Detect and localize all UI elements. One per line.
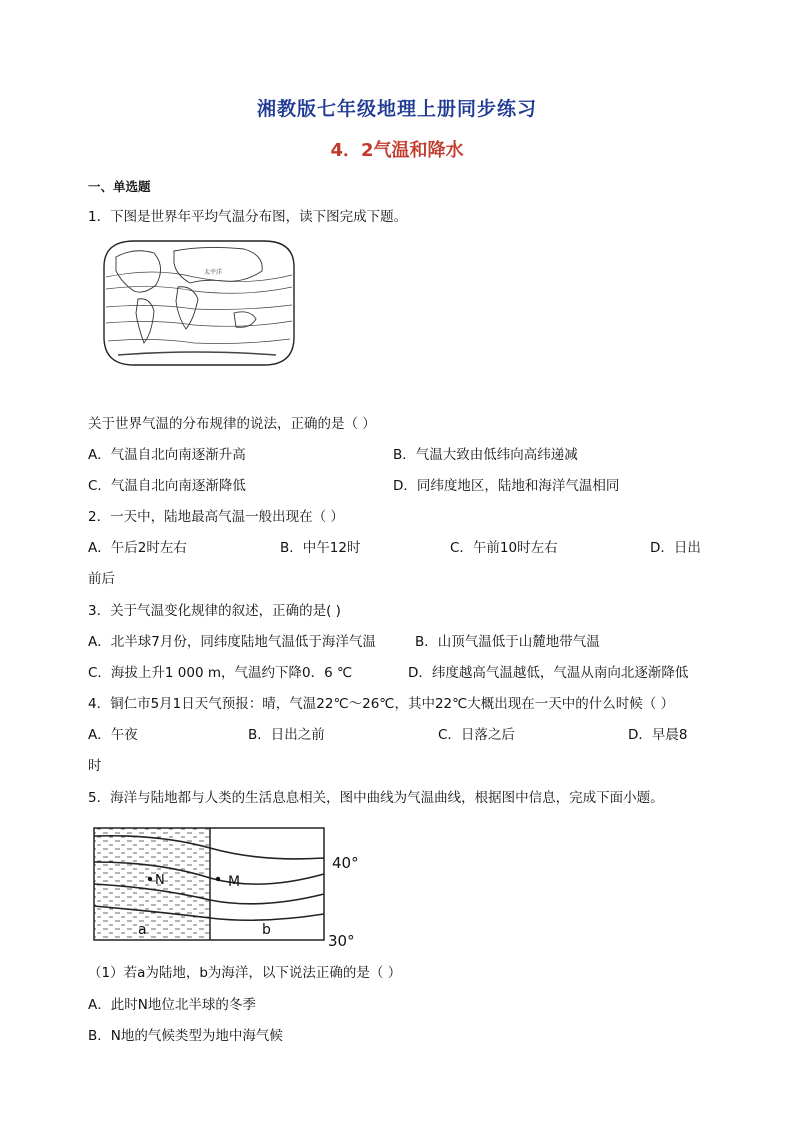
q5-subquestion-1: （1）若a为陆地，b为海洋，以下说法正确的是（ ） bbox=[88, 965, 402, 981]
q2-option-c[interactable]: C．午前10时左右 bbox=[450, 540, 558, 556]
map-ocean-label: 太平洋 bbox=[204, 269, 223, 276]
q2-option-a[interactable]: A．午后2时左右 bbox=[88, 540, 187, 556]
q3-option-c[interactable]: C．海拔上升1 000 m，气温约下降0．6 ℃ bbox=[88, 665, 353, 681]
area-b-label: b bbox=[262, 922, 271, 938]
q5-stem: 5．海洋与陆地都与人类的生活息息相关，图中曲线为气温曲线，根据图中信息，完成下面小题。 bbox=[88, 790, 664, 806]
q5-option-a[interactable]: A．此时N地位北半球的冬季 bbox=[88, 997, 256, 1013]
q1-question: 关于世界气温的分布规律的说法，正确的是（ ） bbox=[88, 416, 376, 432]
q3-option-a[interactable]: A．北半球7月份，同纬度陆地气温低于海洋气温 bbox=[88, 634, 376, 650]
q1-option-a[interactable]: A．气温自北向南逐渐升高 bbox=[88, 447, 246, 463]
q1-stem: 1．下图是世界年平均气温分布图，读下图完成下题。 bbox=[88, 209, 408, 225]
q1-option-d[interactable]: D．同纬度地区，陆地和海洋气温相同 bbox=[393, 478, 620, 494]
latitude-30-label: 30° bbox=[328, 932, 355, 950]
lesson-title: 4．2气温和降水 bbox=[330, 140, 464, 161]
q2-stem: 2．一天中，陆地最高气温一般出现在（ ） bbox=[88, 509, 344, 525]
q4-option-c[interactable]: C．日落之后 bbox=[438, 727, 515, 743]
temperature-curve-figure bbox=[90, 822, 370, 950]
q1-option-c[interactable]: C．气温自北向南逐渐降低 bbox=[88, 478, 246, 494]
q4-stem: 4．铜仁市5月1日天气预报：晴，气温22℃～26℃，其中22℃大概出现在一天中的什么时候（ ） bbox=[88, 696, 675, 712]
q3-option-b[interactable]: B．山顶气温低于山麓地带气温 bbox=[415, 634, 600, 650]
q3-option-d[interactable]: D．纬度越高气温越低，气温从南向北逐渐降低 bbox=[408, 665, 689, 681]
area-a-label: a bbox=[138, 922, 147, 938]
point-m-marker bbox=[216, 877, 220, 881]
point-n-label: N bbox=[155, 873, 165, 888]
q1-option-b[interactable]: B．气温大致由低纬向高纬递减 bbox=[393, 447, 578, 463]
point-n-marker bbox=[148, 877, 152, 881]
q4-option-d[interactable]: D．早晨8 bbox=[628, 727, 688, 743]
latitude-40-label: 40° bbox=[332, 854, 359, 872]
q4-option-d-wrap: 时 bbox=[88, 758, 102, 774]
document-title: 湘教版七年级地理上册同步练习 bbox=[256, 98, 537, 120]
q5-option-b[interactable]: B．N地的气候类型为地中海气候 bbox=[88, 1028, 283, 1044]
area-a-pattern bbox=[94, 828, 210, 940]
point-m-label: M bbox=[228, 874, 241, 890]
section-heading: 一、单选题 bbox=[88, 179, 151, 194]
q3-stem: 3．关于气温变化规律的叙述，正确的是( ) bbox=[88, 603, 341, 619]
q4-option-a[interactable]: A．午夜 bbox=[88, 727, 138, 743]
world-temperature-map bbox=[94, 237, 300, 369]
q2-option-d-wrap: 前后 bbox=[88, 571, 115, 587]
q2-option-d[interactable]: D．日出 bbox=[650, 540, 701, 556]
q4-option-b[interactable]: B．日出之前 bbox=[248, 727, 325, 743]
q2-option-b[interactable]: B．中午12时 bbox=[280, 540, 361, 556]
